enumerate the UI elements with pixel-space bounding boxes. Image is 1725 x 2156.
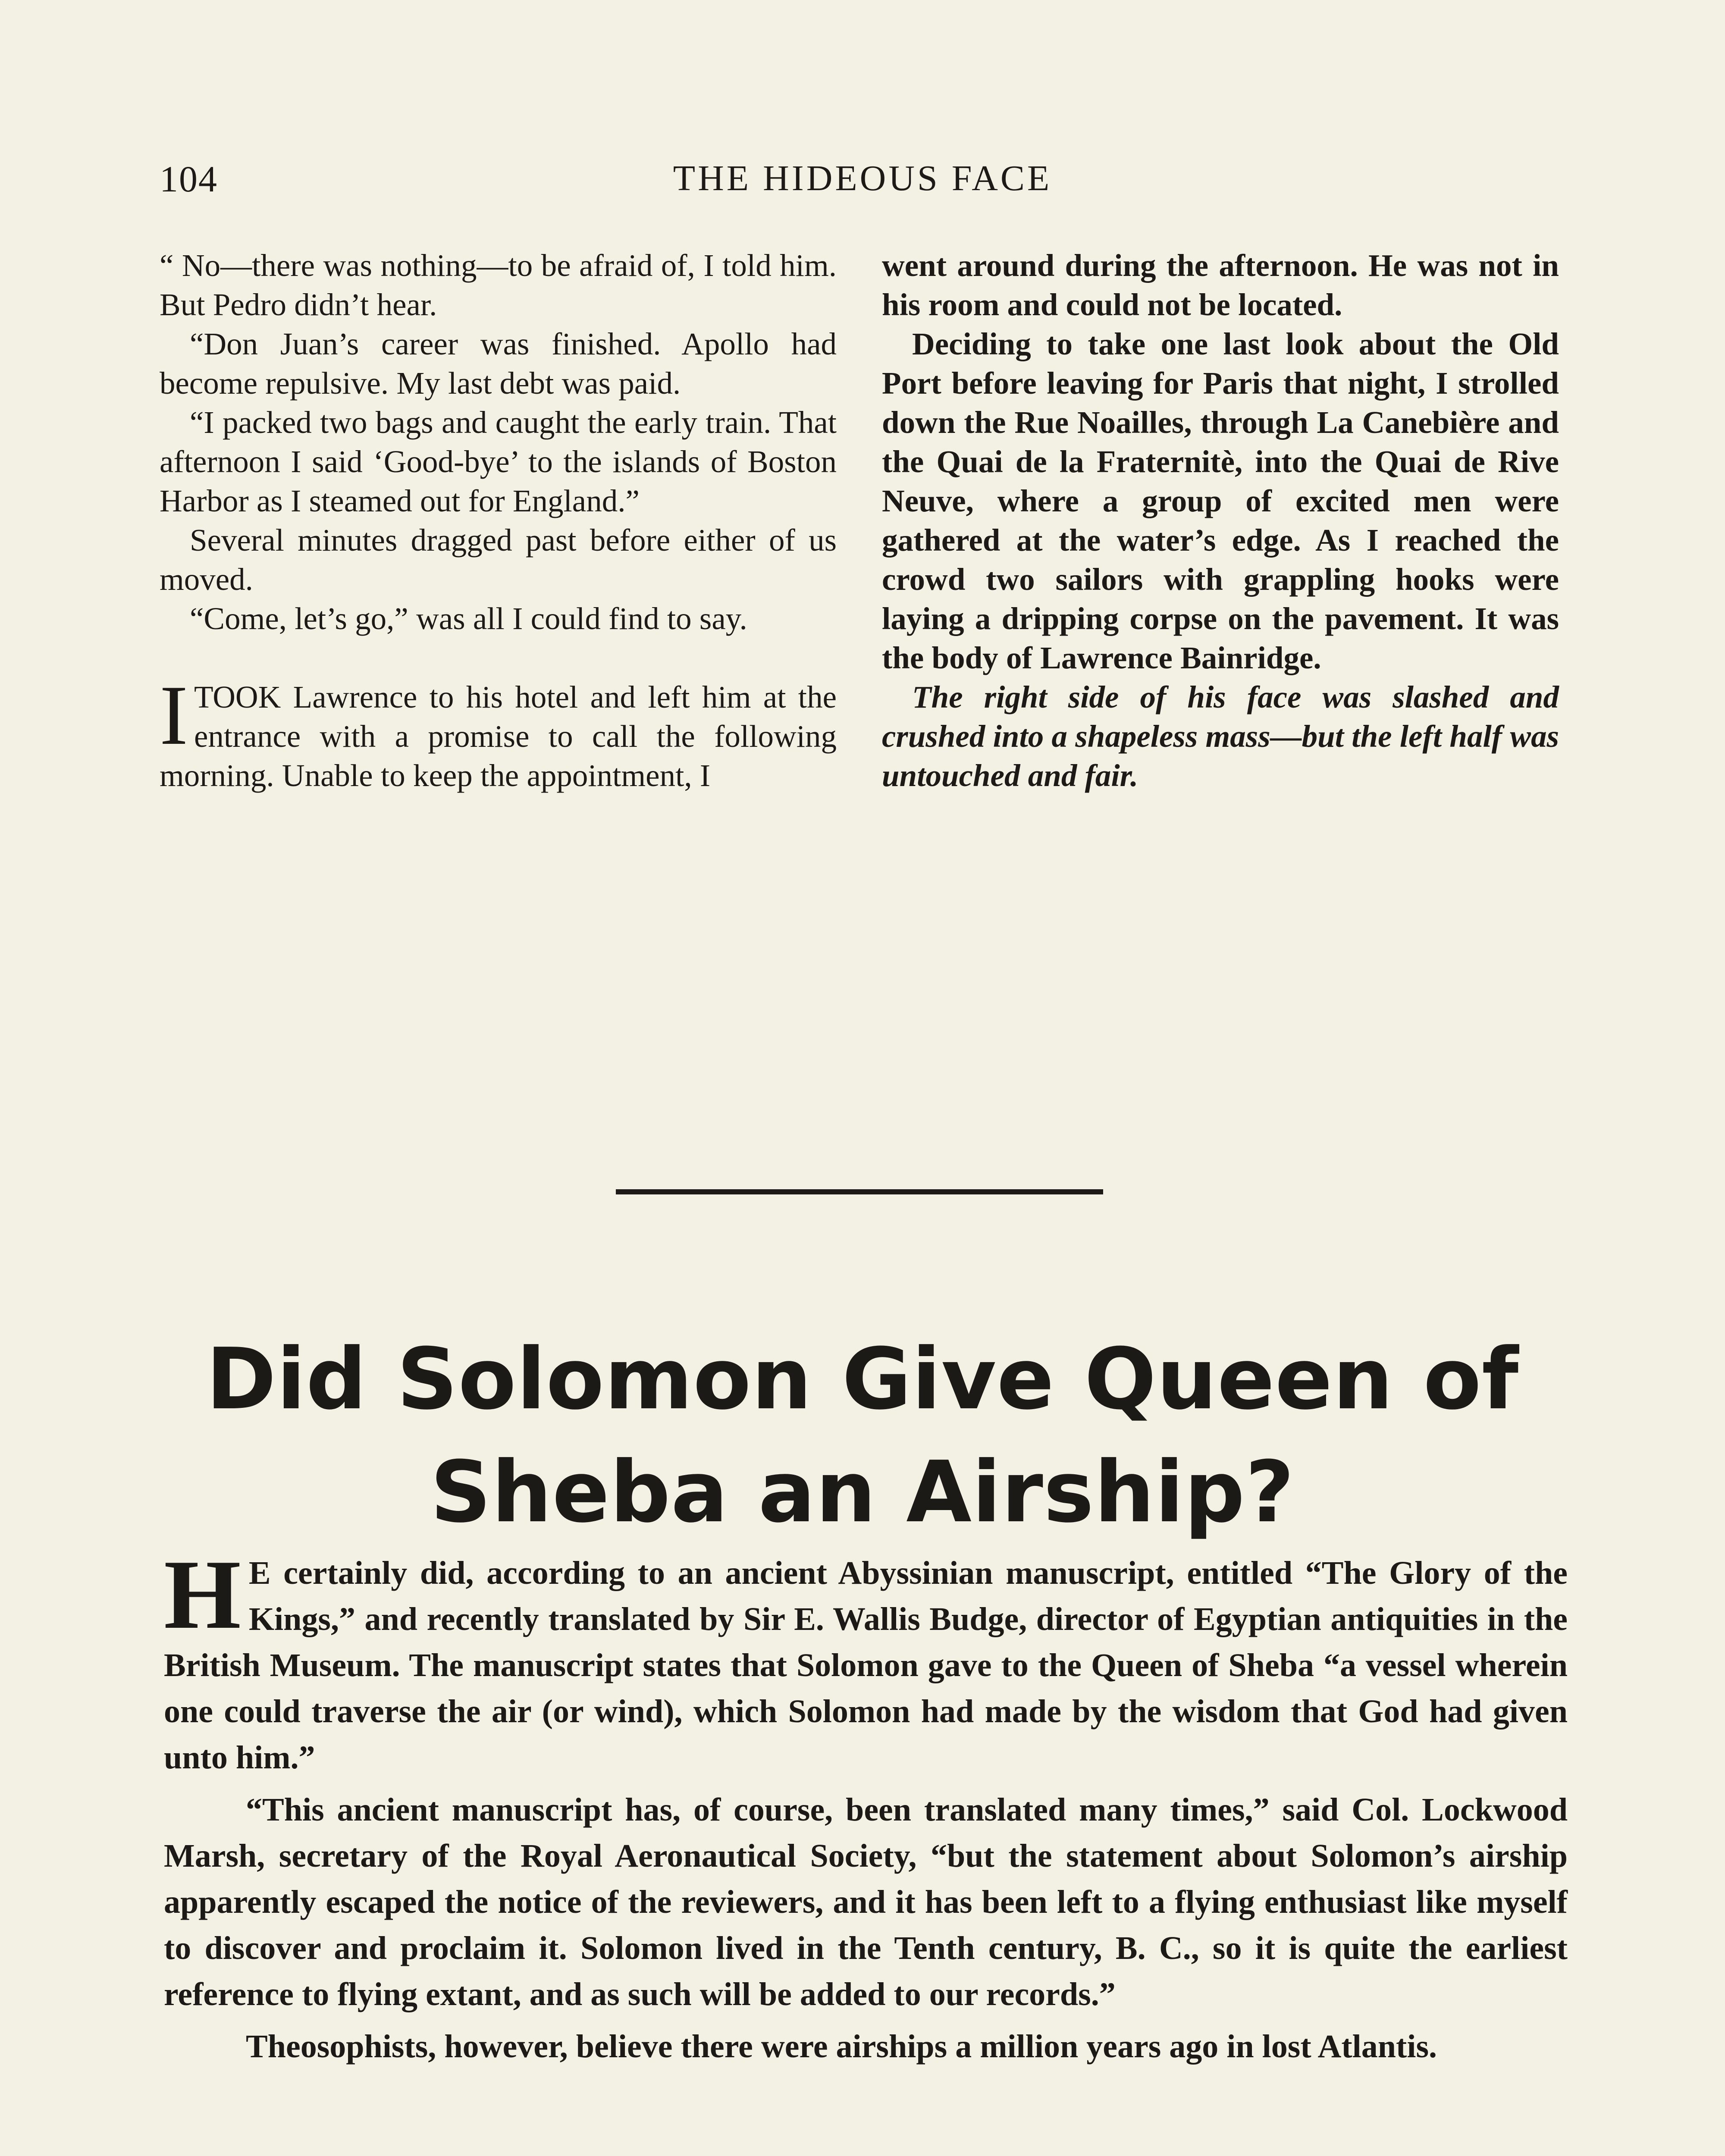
story-closing-paragraph: The right side of his face was slashed and crushed into a shapeless mass—but the left half was untouched and fair.: [882, 680, 1559, 793]
drop-cap: I: [160, 668, 188, 762]
story-column-left: [160, 246, 837, 795]
article-paragraph-text: E certainly did, according to an ancient Abyssinian manuscript, entitled “The Glory of the Kings,” and recently translated by Sir E. Wallis Budge, director of Egyptian antiquities in the British Museum. The manuscript states that Solomon gave to the Queen of Sheba “a vessel wherein one could traverse the air (or wind), which Solomon had made by the wisdom that God had given unto him.”: [164, 1555, 1568, 1776]
section-divider: [616, 1189, 1103, 1194]
story-column-right: [882, 246, 1559, 795]
page-number: 104: [160, 158, 218, 200]
story-paragraph: “I packed two bags and caught the early train. That afternoon I said ‘Good-bye’ to the islands of Boston Harbor as I steamed out for England.”: [160, 405, 837, 518]
article-body: [164, 1539, 1568, 2070]
story-paragraph: “ No—there was nothing—to be afraid of, I told him. But Pedro didn’t hear.: [160, 248, 837, 322]
story-paragraph-dropcap: [160, 668, 837, 795]
running-head: THE HIDEOUS FACE: [673, 158, 1052, 198]
headline-line-2: Sheba an Airship?: [430, 1443, 1295, 1542]
story-paragraph: Deciding to take one last look about the Old Port before leaving for Paris that night, I strolled down the Rue Noailles, through La Canebière and the Quai de la Fraternitè, into the Quai de Rive Neuve, where a group of excited men were gathered at the water’s edge. As I reached the crowd two sailors with grappling hooks were laying a dripping corpse on the pavement. It was the body of Lawrence Bainridge.: [882, 326, 1559, 675]
story-paragraph: went around during the afternoon. He was not in his room and could not be located.: [882, 248, 1559, 322]
story-paragraph-text: TOOK Lawrence to his hotel and left him at the entrance with a promise to call the following morning. Unable to keep the appointment, I: [160, 680, 837, 793]
article-paragraph-dropcap: [164, 1539, 1568, 1781]
drop-cap: H: [164, 1539, 241, 1649]
story-paragraph: “Come, let’s go,” was all I could find to say.: [190, 601, 747, 636]
headline-line-1: Did Solomon Give Queen of: [206, 1330, 1519, 1429]
story-paragraph: Several minutes dragged past before either of us moved.: [160, 523, 837, 597]
article-headline: [95, 1323, 1630, 1549]
article-paragraph: “This ancient manuscript has, of course, been translated many times,” said Col. Lockwood Marsh, secretary of the Royal Aeronautical Society, “but the statement about Solomon’s airship apparently escaped the notice of the reviewers, and it has been left to a flying enthusiast like myself to discover and proclaim it. Solomon lived in the Tenth century, B. C., so it is quite the earliest reference to flying extant, and as such will be added to our records.”: [164, 1792, 1568, 2012]
story-paragraph: “Don Juan’s career was finished. Apollo had become repulsive. My last debt was paid.: [160, 326, 837, 401]
article-paragraph: Theosophists, however, believe there were airships a million years ago in lost Atlantis.: [246, 2028, 1437, 2065]
